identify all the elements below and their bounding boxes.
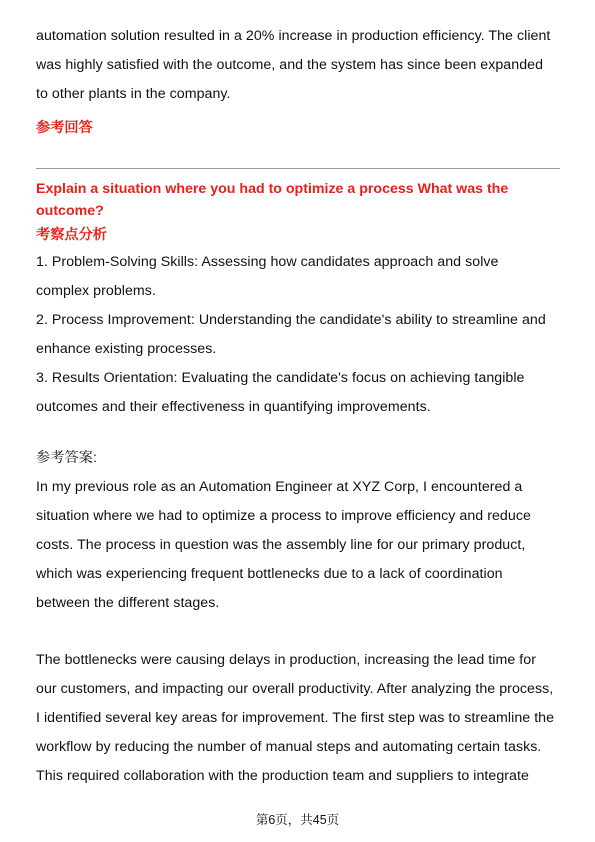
answer-line: The bottlenecks were causing delays in production, increasing the lead time for — [36, 652, 536, 668]
answer-line: This required collaboration with the production team and suppliers to integrate — [36, 768, 529, 784]
answer-line: situation where we had to optimize a process to improve efficiency and reduce — [36, 508, 531, 524]
answer-line: workflow by reducing the number of manual steps and automating certain tasks. — [36, 739, 542, 755]
previous-answer-continuation — [36, 22, 560, 109]
question-title-line: Explain a situation where you had to optimize a process What was the — [36, 181, 509, 197]
analysis-line: 2. Process Improvement: Understanding the candidate's ability to streamline and — [36, 312, 546, 328]
answer-line: I identified several key areas for improvement. The first step was to streamline the — [36, 710, 555, 726]
analysis-line: 3. Results Orientation: Evaluating the candidate's focus on achieving tangible — [36, 370, 525, 386]
answer-paragraph-1 — [36, 473, 560, 618]
reference-answer-heading: 参考回答 — [36, 120, 93, 136]
answer-line: which was experiencing frequent bottlenecks due to a lack of coordination — [36, 566, 503, 582]
text-line: automation solution resulted in a 20% increase in production efficiency. The client — [36, 28, 551, 44]
question-title-line: outcome? — [36, 203, 104, 219]
answer-line: between the different stages. — [36, 595, 220, 611]
question-title — [36, 178, 560, 222]
analysis-line: enhance existing processes. — [36, 341, 217, 357]
answer-label: 参考答案: — [36, 450, 97, 466]
page-content — [36, 22, 560, 791]
page-number-footer: 第6页，共45页 — [255, 813, 340, 827]
answer-line: costs. The process in question was the assembly line for our primary product, — [36, 537, 526, 553]
text-line: was highly satisfied with the outcome, and the system has since been expanded — [36, 57, 544, 73]
analysis-list — [36, 248, 560, 422]
analysis-line: outcomes and their effectiveness in quantifying improvements. — [36, 399, 431, 415]
answer-line: In my previous role as an Automation Engineer at XYZ Corp, I encountered a — [36, 479, 523, 495]
analysis-line: 1. Problem-Solving Skills: Assessing how candidates approach and solve — [36, 254, 499, 270]
answer-paragraph-2 — [36, 646, 560, 791]
analysis-line: complex problems. — [36, 283, 156, 299]
text-line: to other plants in the company. — [36, 86, 231, 102]
analysis-heading: 考察点分析 — [36, 227, 107, 243]
answer-line: our customers, and impacting our overall productivity. After analyzing the process, — [36, 681, 554, 697]
